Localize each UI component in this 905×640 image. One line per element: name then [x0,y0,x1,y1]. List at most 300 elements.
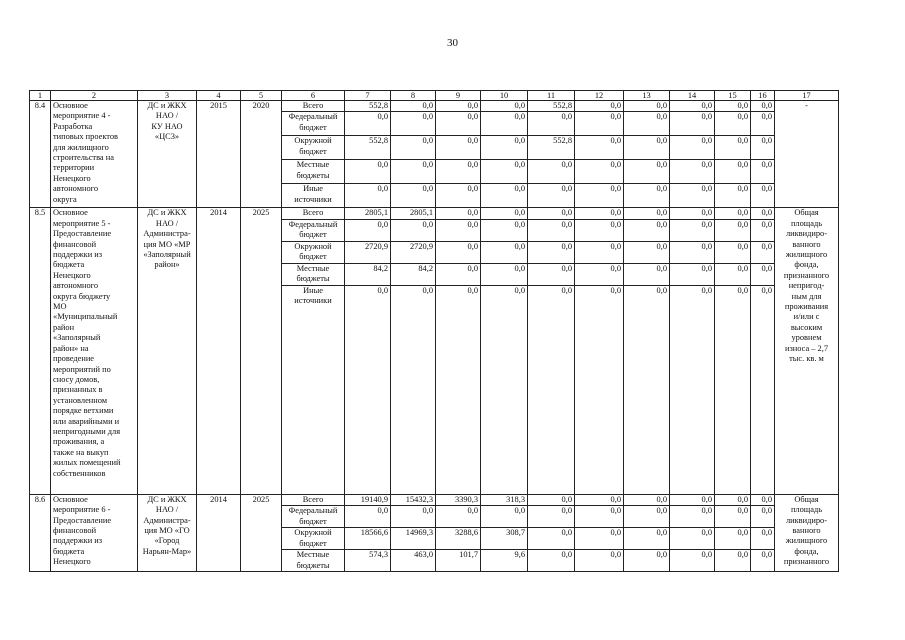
amount-cell: 0,0 [624,285,670,494]
measure-name-line: Предоставление [53,229,112,239]
measure-name-line: признанных в [53,385,103,395]
measure-name-line: район [53,322,75,332]
measure-name-line: Основное [53,101,88,110]
responsible-org-line: НАО / [155,218,179,228]
start-year: 2014 [197,494,241,571]
measure-name-line: округа бюджету [53,291,111,301]
amount-cell: 0,0 [624,160,670,184]
amount-cell: 0,0 [391,506,436,528]
amount-cell: 0,0 [575,219,624,241]
amount-cell: 0,0 [436,285,481,494]
funding-source-line: источники [294,194,332,204]
amount-cell: 0,0 [670,184,715,208]
amount-cell: 308,7 [481,528,528,550]
amount-cell: 0,0 [391,160,436,184]
amount-cell: 0,0 [670,241,715,263]
measure-name-line: МО [53,302,67,312]
responsible-org [138,208,197,494]
amount-cell: 0,0 [575,263,624,285]
amount-cell: 0,0 [436,219,481,241]
amount-cell: 0,0 [751,285,775,494]
amount-cell: 0,0 [715,136,751,160]
expected-result-line: признанного [783,557,830,567]
amount-cell: 0,0 [670,285,715,494]
amount-cell: 0,0 [528,528,575,550]
amount-cell: 0,0 [575,494,624,505]
measure-name-line: Предоставление [53,515,112,525]
funding-source-line: бюджет [299,252,327,262]
measure-name-line: бюджета [53,260,85,270]
expected-result-line: фонда, [794,546,819,556]
expected-result [775,208,839,494]
expected-result-line: ванного [792,239,821,249]
amount-cell: 0,0 [575,241,624,263]
amount-cell: 0,0 [575,550,624,572]
amount-cell: 0,0 [751,528,775,550]
header-row [30,91,839,101]
funding-source-line: Всего [302,494,324,504]
amount-cell: 0,0 [528,184,575,208]
amount-cell: 0,0 [391,101,436,112]
expected-result-line: жилищного [785,250,828,260]
budget-table [29,90,839,572]
amount-cell: 0,0 [528,112,575,136]
amount-cell: 0,0 [575,112,624,136]
amount-cell: 0,0 [670,101,715,112]
measure-name-line: порядке ветхими [53,406,114,416]
funding-source-line: Всего [302,101,324,110]
column-header: 15 [715,91,751,101]
measure-name-line: Ненецкого [53,270,91,280]
amount-cell: 15432,3 [391,494,436,505]
amount-cell: 0,0 [715,528,751,550]
row-number: 8.4 [30,101,51,208]
amount-cell: 18566,6 [345,528,391,550]
funding-source-line: Окружной [294,528,332,538]
amount-cell: 2720,9 [345,241,391,263]
funding-source-line: Окружной [294,136,332,146]
amount-cell: 2805,1 [391,208,436,219]
amount-cell: 552,8 [345,136,391,160]
column-header: 1 [30,91,51,101]
amount-cell: 0,0 [670,136,715,160]
amount-cell: 0,0 [670,112,715,136]
measure-name-line: автономного [53,281,99,291]
expected-result-line: жилищного [785,536,828,546]
measure-name-line: финансовой [53,239,97,249]
table-row [30,208,839,219]
amount-cell: 0,0 [345,219,391,241]
responsible-org-line: «ЦС3» [154,132,180,142]
expected-result-line: тыс. кв. м [789,354,824,364]
end-year: 2025 [241,208,282,494]
amount-cell: 0,0 [575,285,624,494]
amount-cell: 0,0 [715,494,751,505]
amount-cell: 0,0 [436,112,481,136]
amount-cell: 0,0 [715,550,751,572]
column-header: 2 [51,91,138,101]
funding-source-line: Федеральный [288,219,338,229]
expected-result-line: - [805,101,808,110]
amount-cell: 19140,9 [345,494,391,505]
funding-source [282,285,345,494]
funding-source-line: Федеральный [288,506,338,516]
amount-cell: 2720,9 [391,241,436,263]
amount-cell: 0,0 [751,219,775,241]
measure-name-line: для жилищного [53,142,109,152]
amount-cell: 0,0 [345,184,391,208]
amount-cell: 0,0 [715,112,751,136]
amount-cell: 0,0 [436,136,481,160]
measure-name-line: мероприятие 5 - [53,218,111,228]
amount-cell: 0,0 [624,528,670,550]
amount-cell: 0,0 [436,506,481,528]
amount-cell: 0,0 [751,112,775,136]
responsible-org-line: ДС и ЖКХ [147,101,187,110]
amount-cell: 0,0 [481,160,528,184]
amount-cell: 0,0 [436,263,481,285]
amount-cell: 0,0 [715,101,751,112]
amount-cell: 3288,6 [436,528,481,550]
measure-name-line: «Муниципальный [53,312,118,322]
measure-name-line: бюджета [53,546,85,556]
responsible-org-line: НАО / [155,505,179,515]
responsible-org-line: Администра- [143,229,191,239]
amount-cell: 0,0 [670,160,715,184]
funding-source-line: Местные [296,160,330,170]
amount-cell: 0,0 [624,506,670,528]
amount-cell: 0,0 [751,208,775,219]
amount-cell: 0,0 [624,494,670,505]
expected-result-line: уровнем [791,333,822,343]
measure-name-line: округа [53,194,77,204]
responsible-org-line: НАО / [155,111,179,121]
responsible-org-line: «Город [154,536,180,546]
amount-cell: 0,0 [751,101,775,112]
column-header: 11 [528,91,575,101]
expected-result-line: признанного [783,270,830,280]
amount-cell: 0,0 [715,208,751,219]
measure-name-line: проживания, а [53,437,105,447]
amount-cell: 0,0 [436,101,481,112]
expected-result-line: ванного [792,526,821,536]
funding-source-line: Местные [296,550,330,560]
row-number: 8.5 [30,208,51,494]
funding-source [282,494,345,505]
start-year: 2014 [197,208,241,494]
amount-cell: 0,0 [751,160,775,184]
amount-cell: 0,0 [575,506,624,528]
amount-cell: 14969,3 [391,528,436,550]
funding-source-line: бюджет [299,538,327,548]
amount-cell: 0,0 [575,528,624,550]
amount-cell: 0,0 [670,219,715,241]
funding-source [282,184,345,208]
amount-cell: 0,0 [345,506,391,528]
funding-source-line: Иные [303,285,323,295]
measure-name [51,208,138,494]
responsible-org-line: Администра- [143,515,191,525]
amount-cell: 0,0 [528,494,575,505]
amount-cell: 2805,1 [345,208,391,219]
amount-cell: 0,0 [670,550,715,572]
amount-cell: 0,0 [751,494,775,505]
funding-source [282,528,345,550]
column-header: 16 [751,91,775,101]
measure-name-line: поддержки из [53,536,103,546]
funding-source-line: бюджет [299,230,327,240]
measure-name-line: непригодными для [53,426,121,436]
amount-cell: 0,0 [575,160,624,184]
amount-cell: 0,0 [575,208,624,219]
expected-result-line: ным для [791,291,822,301]
amount-cell: 0,0 [481,101,528,112]
amount-cell: 318,3 [481,494,528,505]
amount-cell: 0,0 [751,550,775,572]
amount-cell: 552,8 [528,101,575,112]
amount-cell: 0,0 [481,208,528,219]
measure-name-line: Основное [53,208,88,218]
column-header: 8 [391,91,436,101]
measure-name-line: проведение [53,354,95,364]
row-number: 8.6 [30,494,51,571]
amount-cell: 0,0 [481,219,528,241]
measure-name-line: жилых помещений [53,458,121,468]
funding-source-line: источники [294,296,332,306]
funding-source-line: бюджет [299,516,327,526]
funding-source-line: бюджет [299,146,327,156]
column-header: 10 [481,91,528,101]
amount-cell: 0,0 [391,184,436,208]
end-year: 2025 [241,494,282,571]
amount-cell: 0,0 [528,160,575,184]
table-row [30,494,839,505]
measure-name-line: мероприятие 4 - [53,111,111,121]
amount-cell: 574,3 [345,550,391,572]
responsible-org-line: «Заполярный [143,250,191,260]
measure-name-line: установленном [53,395,108,405]
measure-name-line: автономного [53,184,99,194]
amount-cell: 0,0 [391,285,436,494]
amount-cell: 0,0 [528,550,575,572]
amount-cell: 552,8 [345,101,391,112]
expected-result [775,494,839,571]
amount-cell: 0,0 [715,219,751,241]
funding-source-line: Местные [296,263,330,273]
measure-name [51,494,138,571]
column-header: 3 [138,91,197,101]
start-year: 2015 [197,101,241,208]
column-header: 4 [197,91,241,101]
responsible-org [138,494,197,571]
measure-name-line: Ненецкого [53,557,91,567]
amount-cell: 0,0 [436,241,481,263]
amount-cell: 0,0 [391,219,436,241]
funding-source [282,101,345,112]
amount-cell: 0,0 [624,263,670,285]
amount-cell: 0,0 [751,263,775,285]
responsible-org [138,101,197,208]
responsible-org-line: ДС и ЖКХ [147,208,187,218]
amount-cell: 0,0 [624,112,670,136]
amount-cell: 0,0 [345,285,391,494]
responsible-org-line: ДС и ЖКХ [147,494,187,504]
funding-source [282,112,345,136]
amount-cell: 0,0 [481,285,528,494]
amount-cell: 0,0 [528,285,575,494]
amount-cell: 84,2 [345,263,391,285]
measure-name [51,101,138,208]
amount-cell: 0,0 [751,136,775,160]
expected-result-line: Общая [794,494,819,504]
funding-source [282,219,345,241]
expected-result [775,101,839,208]
amount-cell: 0,0 [715,184,751,208]
funding-source [282,208,345,219]
amount-cell: 0,0 [436,160,481,184]
measure-name-line: Основное [53,494,88,504]
responsible-org-line: ция МО «МР [143,239,191,249]
measure-name-line: сносу домов, [53,374,100,384]
funding-source-line: бюджеты [296,274,330,284]
measure-name-line: или аварийными и [53,416,120,426]
measure-name-line: типовых проектов [53,132,119,142]
funding-source [282,263,345,285]
measure-name-line: собственников [53,468,106,478]
amount-cell: 0,0 [715,506,751,528]
expected-result-line: износа – 2,7 [784,343,829,353]
amount-cell: 0,0 [624,550,670,572]
column-header: 7 [345,91,391,101]
expected-result-line: ликвидиро- [785,515,828,525]
amount-cell: 0,0 [436,184,481,208]
amount-cell: 463,0 [391,550,436,572]
column-header: 5 [241,91,282,101]
amount-cell: 0,0 [624,101,670,112]
amount-cell: 0,0 [624,184,670,208]
funding-source-line: Окружной [294,241,332,251]
amount-cell: 0,0 [715,241,751,263]
measure-name-line: поддержки из [53,250,103,260]
measure-name-line: мероприятие 6 - [53,505,111,515]
amount-cell: 0,0 [575,101,624,112]
funding-source [282,160,345,184]
funding-source [282,241,345,263]
amount-cell: 0,0 [751,241,775,263]
expected-result-line: Общая [794,208,819,218]
amount-cell: 0,0 [481,263,528,285]
amount-cell: 0,0 [528,208,575,219]
expected-result-line: площадь [790,505,823,515]
column-header: 14 [670,91,715,101]
amount-cell: 0,0 [345,112,391,136]
expected-result-line: непригод- [788,281,825,291]
amount-cell: 0,0 [436,208,481,219]
amount-cell: 0,0 [624,208,670,219]
funding-source [282,506,345,528]
page-number: 30 [447,37,458,49]
amount-cell: 0,0 [481,184,528,208]
amount-cell: 0,0 [481,506,528,528]
funding-source-line: Федеральный [288,112,338,122]
expected-result-line: и/или с [793,312,820,322]
expected-result-line: фонда, [794,260,819,270]
amount-cell: 84,2 [391,263,436,285]
responsible-org-line: район» [154,260,180,270]
amount-cell: 0,0 [751,506,775,528]
amount-cell: 0,0 [715,263,751,285]
amount-cell: 9,6 [481,550,528,572]
funding-source-line: Всего [302,208,324,218]
amount-cell: 0,0 [670,506,715,528]
column-header: 6 [282,91,345,101]
measure-name-line: территории [53,163,95,173]
funding-source-line: Иные [303,184,323,194]
measure-name-line: район» на [53,343,89,353]
amount-cell: 0,0 [528,219,575,241]
amount-cell: 0,0 [481,241,528,263]
amount-cell: 0,0 [715,160,751,184]
expected-result-line: высоким [790,322,823,332]
amount-cell: 0,0 [481,112,528,136]
amount-cell: 0,0 [670,528,715,550]
measure-name-line: строительства на [53,153,114,163]
amount-cell: 0,0 [575,136,624,160]
amount-cell: 0,0 [670,208,715,219]
column-header: 9 [436,91,481,101]
amount-cell: 0,0 [670,263,715,285]
amount-cell: 0,0 [481,136,528,160]
funding-source [282,550,345,572]
column-header: 12 [575,91,624,101]
measure-name-line: «Заполярный [53,333,101,343]
table-row [30,101,839,112]
amount-cell: 0,0 [345,160,391,184]
amount-cell: 0,0 [715,285,751,494]
amount-cell: 0,0 [624,136,670,160]
funding-source [282,136,345,160]
expected-result-line: проживания [784,302,829,312]
amount-cell: 0,0 [528,241,575,263]
funding-source-line: бюджеты [296,170,330,180]
measure-name-line: Разработка [53,121,93,131]
column-header: 13 [624,91,670,101]
amount-cell: 552,8 [528,136,575,160]
measure-name-line: Ненецкого [53,173,91,183]
amount-cell: 0,0 [670,494,715,505]
measure-name-line: также на выкуп [53,447,109,457]
amount-cell: 101,7 [436,550,481,572]
end-year: 2020 [241,101,282,208]
amount-cell: 0,0 [751,184,775,208]
amount-cell: 0,0 [528,263,575,285]
amount-cell: 0,0 [624,241,670,263]
amount-cell: 0,0 [528,506,575,528]
funding-source-line: бюджет [299,122,327,132]
amount-cell: 0,0 [391,136,436,160]
amount-cell: 3390,3 [436,494,481,505]
amount-cell: 0,0 [575,184,624,208]
responsible-org-line: ция МО «ГО [144,526,190,536]
responsible-org-line: КУ НАО [151,121,183,131]
amount-cell: 0,0 [391,112,436,136]
measure-name-line: мероприятий по [53,364,111,374]
column-header: 17 [775,91,839,101]
amount-cell: 0,0 [624,219,670,241]
responsible-org-line: Нарьян-Мар» [142,546,192,556]
expected-result-line: площадь [790,218,823,228]
funding-source-line: бюджеты [296,560,330,570]
